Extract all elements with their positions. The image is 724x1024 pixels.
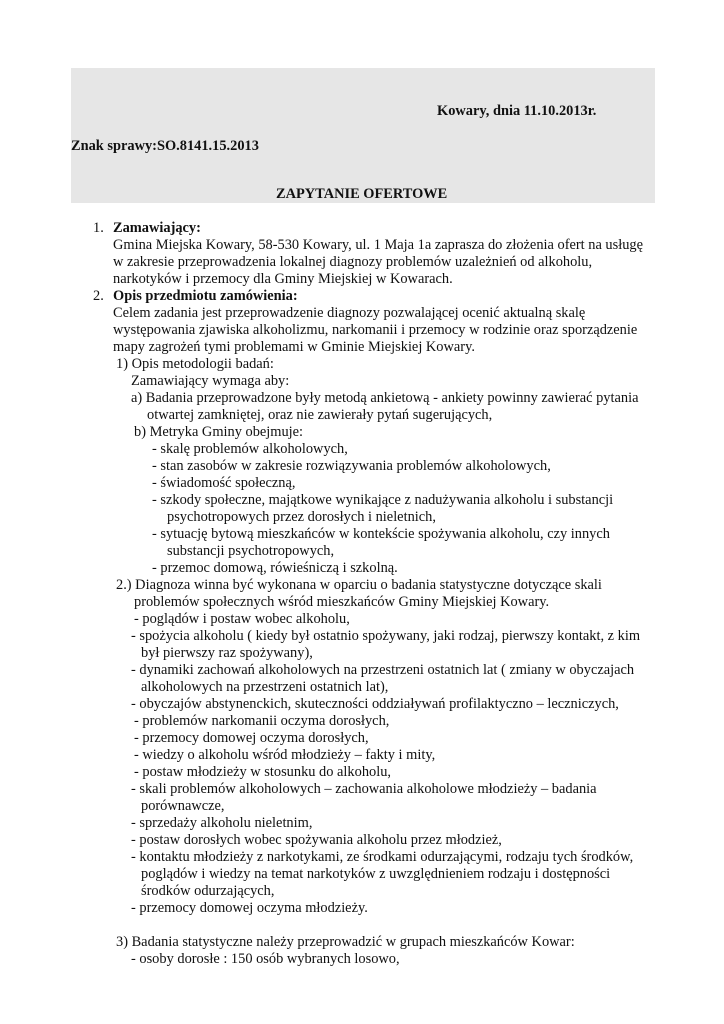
point-a-line: otwartej zamkniętej, oraz nie zawierały pytań sugerujących, [147, 407, 493, 423]
methodology-sub: Zamawiający wymaga aby: [131, 373, 290, 389]
diagnosis-item: - wiedzy o alkoholu wśród młodzieży – fakty i mity, [134, 747, 436, 763]
header-block [71, 68, 655, 203]
point-b-item-cont: psychotropowych przez dorosłych i nieletnich, [167, 509, 436, 525]
point-b-item: - przemoc domową, rówieśniczą i szkolną. [152, 560, 398, 576]
place-date: Kowary, dnia 11.10.2013r. [437, 103, 597, 119]
methodology-heading: 1) Opis metodologii badań: [116, 356, 274, 372]
case-number: Znak sprawy:SO.8141.15.2013 [71, 138, 259, 154]
diagnosis-item-cont: porównawcze, [141, 798, 225, 814]
section-1-line: narkotyków i przemocy dla Gminy Miejskiej w Kowarach. [113, 271, 453, 287]
point-b-item: - skalę problemów alkoholowych, [152, 441, 348, 457]
section-1-line: Gmina Miejska Kowary, 58-530 Kowary, ul. 1 Maja 1a zaprasza do złożenia ofert na usługę [113, 237, 644, 253]
diagnosis-item-cont: poglądów i wiedzy na temat narkotyków z uwzględnieniem rodzaju i dostępności [141, 866, 611, 882]
point-b-item: - szkody społeczne, majątkowe wynikające z nadużywania alkoholu i substancji [152, 492, 614, 508]
diagnosis-line: 2.) Diagnoza winna być wykonana w oparciu o badania statystyczne dotyczące skali [116, 577, 602, 593]
section-1-line: w zakresie przeprowadzenia lokalnej diagnozy problemów uzależnień od alkoholu, [113, 254, 593, 270]
section-1-number: 1. [93, 220, 104, 236]
diagnosis-item: - postaw dorosłych wobec spożywania alkoholu przez młodzież, [131, 832, 502, 848]
diagnosis-item-cont: alkoholowych na przestrzeni ostatnich lat), [141, 679, 389, 695]
section-2-intro-line: mapy zagrożeń tymi problemami w Gminie Miejskiej Kowary. [113, 339, 475, 355]
point-a-line: a) Badania przeprowadzone były metodą ankietową - ankiety powinny zawierać pytania [131, 390, 639, 406]
diagnosis-item: - przemocy domowej oczyma młodzieży. [131, 900, 368, 916]
diagnosis-item: - skali problemów alkoholowych – zachowania alkoholowe młodzieży – badania [131, 781, 597, 797]
diagnosis-item: - poglądów i postaw wobec alkoholu, [134, 611, 350, 627]
diagnosis-item: - dynamiki zachowań alkoholowych na przestrzeni ostatnich lat ( zmiany w obyczajach [131, 662, 635, 678]
point-b-item: - świadomość społeczną, [152, 475, 296, 491]
groups-heading: 3) Badania statystyczne należy przeprowadzić w grupach mieszkańców Kowar: [116, 934, 575, 950]
diagnosis-item: - spożycia alkoholu ( kiedy był ostatnio spożywany, jaki rodzaj, pierwszy kontakt, z kim [131, 628, 641, 644]
diagnosis-item: - przemocy domowej oczyma dorosłych, [134, 730, 369, 746]
diagnosis-item: - obyczajów abstynenckich, skuteczności oddziaływań profilaktyczno – leczniczych, [131, 696, 619, 712]
diagnosis-line: problemów społecznych wśród mieszkańców Gminy Miejskiej Kowary. [134, 594, 550, 610]
document-title: ZAPYTANIE OFERTOWE [276, 186, 448, 202]
diagnosis-item: - postaw młodzieży w stosunku do alkoholu, [134, 764, 392, 780]
section-2-intro-line: występowania zjawiska alkoholizmu, narkomanii i przemocy w rodzinie oraz sporządzenie [113, 322, 638, 338]
point-b-item: - sytuację bytową mieszkańców w kontekście spożywania alkoholu, czy innych [152, 526, 610, 542]
section-2-heading: Opis przedmiotu zamówienia: [113, 288, 298, 304]
point-b-item-cont: substancji psychotropowych, [167, 543, 335, 559]
point-b-item: - stan zasobów w zakresie rozwiązywania problemów alkoholowych, [152, 458, 551, 474]
diagnosis-item: - kontaktu młodzieży z narkotykami, ze środkami odurzającymi, rodzaju tych środków, [131, 849, 634, 865]
groups-item: - osoby dorosłe : 150 osób wybranych losowo, [131, 951, 400, 967]
diagnosis-item-cont: był pierwszy raz spożywany), [141, 645, 313, 661]
point-b-heading: b) Metryka Gminy obejmuje: [134, 424, 304, 440]
diagnosis-item-cont: środków odurzających, [141, 883, 275, 899]
section-2-intro-line: Celem zadania jest przeprowadzenie diagnozy pozwalającej ocenić aktualną skalę [113, 305, 586, 321]
section-1-heading: Zamawiający: [113, 220, 201, 236]
diagnosis-item: - problemów narkomanii oczyma dorosłych, [134, 713, 390, 729]
diagnosis-item: - sprzedaży alkoholu nieletnim, [131, 815, 313, 831]
section-2-number: 2. [93, 288, 104, 304]
